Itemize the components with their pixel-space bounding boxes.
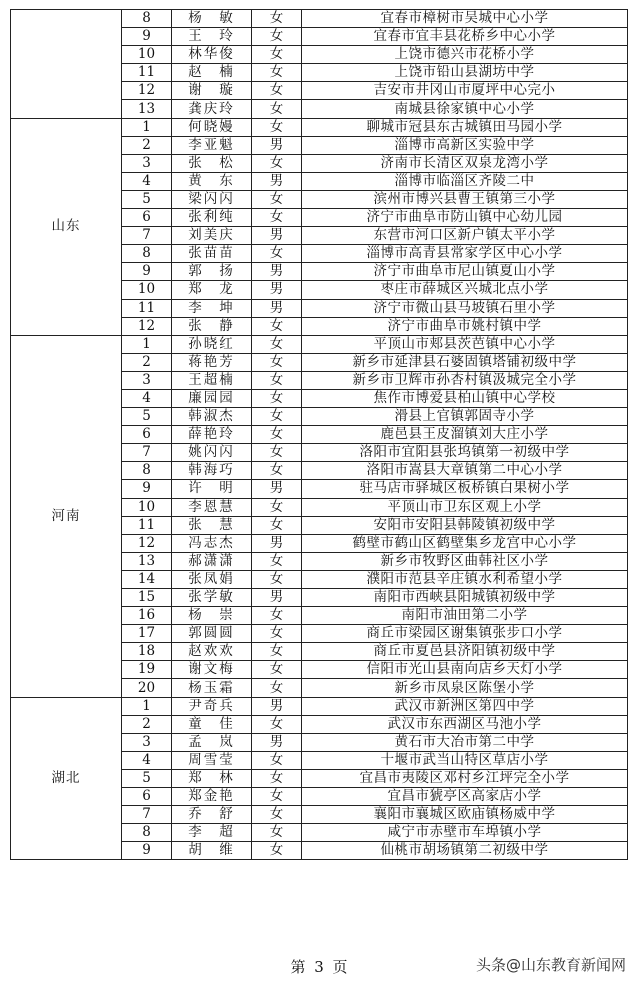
row-number: 5 bbox=[122, 190, 172, 208]
row-number: 11 bbox=[122, 299, 172, 317]
table-row bbox=[11, 335, 628, 353]
row-number: 8 bbox=[122, 10, 172, 28]
school-name: 平顶山市郏县茨芭镇中心小学 bbox=[302, 335, 628, 353]
row-number: 10 bbox=[122, 281, 172, 299]
gender: 女 bbox=[252, 661, 302, 679]
teacher-name: 谢文梅 bbox=[172, 661, 252, 679]
gender: 女 bbox=[252, 788, 302, 806]
teacher-name: 李 超 bbox=[172, 824, 252, 842]
row-number: 11 bbox=[122, 516, 172, 534]
row-number: 13 bbox=[122, 552, 172, 570]
teacher-name: 郭 扬 bbox=[172, 263, 252, 281]
teacher-name: 孙晓红 bbox=[172, 335, 252, 353]
gender: 女 bbox=[252, 751, 302, 769]
row-number: 2 bbox=[122, 353, 172, 371]
gender: 女 bbox=[252, 769, 302, 787]
school-name: 鹿邑县王皮溜镇刘大庄小学 bbox=[302, 426, 628, 444]
teacher-name: 林华俊 bbox=[172, 46, 252, 64]
school-name: 新乡市牧野区曲韩社区小学 bbox=[302, 552, 628, 570]
row-number: 3 bbox=[122, 371, 172, 389]
row-number: 14 bbox=[122, 570, 172, 588]
gender: 女 bbox=[252, 82, 302, 100]
teacher-name: 韩淑杰 bbox=[172, 408, 252, 426]
row-number: 1 bbox=[122, 118, 172, 136]
row-number: 16 bbox=[122, 607, 172, 625]
row-number: 20 bbox=[122, 679, 172, 697]
school-name: 上饶市德兴市花桥小学 bbox=[302, 46, 628, 64]
school-name: 滑县上官镇郭固寺小学 bbox=[302, 408, 628, 426]
teacher-name: 张凤娟 bbox=[172, 570, 252, 588]
teacher-name: 王超楠 bbox=[172, 371, 252, 389]
row-number: 10 bbox=[122, 498, 172, 516]
school-name: 宜春市宜丰县花桥乡中心小学 bbox=[302, 28, 628, 46]
teacher-name: 杨玉霜 bbox=[172, 679, 252, 697]
teacher-name: 李亚魁 bbox=[172, 136, 252, 154]
school-name: 济南市长清区双泉龙湾小学 bbox=[302, 154, 628, 172]
gender: 男 bbox=[252, 227, 302, 245]
teacher-name: 韩海巧 bbox=[172, 462, 252, 480]
province-cell: 湖北 bbox=[11, 697, 122, 860]
school-name: 宜昌市猇亭区高家店小学 bbox=[302, 788, 628, 806]
teacher-name: 郭圆圆 bbox=[172, 625, 252, 643]
teacher-name: 何晓嫚 bbox=[172, 118, 252, 136]
school-name: 新乡市卫辉市孙杏村镇汲城完全小学 bbox=[302, 371, 628, 389]
school-name: 黄石市大冶市第二中学 bbox=[302, 733, 628, 751]
teacher-name: 姚闪闪 bbox=[172, 444, 252, 462]
gender: 女 bbox=[252, 190, 302, 208]
row-number: 13 bbox=[122, 100, 172, 118]
gender: 女 bbox=[252, 607, 302, 625]
teacher-name: 廉园园 bbox=[172, 389, 252, 407]
gender: 女 bbox=[252, 824, 302, 842]
row-number: 1 bbox=[122, 697, 172, 715]
roster-sheet bbox=[10, 9, 628, 860]
roster-table bbox=[10, 9, 628, 860]
gender: 女 bbox=[252, 426, 302, 444]
school-name: 济宁市曲阜市尼山镇夏山小学 bbox=[302, 263, 628, 281]
row-number: 1 bbox=[122, 335, 172, 353]
school-name: 安阳市安阳县韩陵镇初级中学 bbox=[302, 516, 628, 534]
school-name: 新乡市延津县石婆固镇塔铺初级中学 bbox=[302, 353, 628, 371]
school-name: 襄阳市襄城区欧庙镇杨威中学 bbox=[302, 806, 628, 824]
teacher-name: 郑金艳 bbox=[172, 788, 252, 806]
school-name: 武汉市新洲区第四中学 bbox=[302, 697, 628, 715]
teacher-name: 杨 敏 bbox=[172, 10, 252, 28]
row-number: 12 bbox=[122, 534, 172, 552]
teacher-name: 周雪莹 bbox=[172, 751, 252, 769]
school-name: 东营市河口区新户镇太平小学 bbox=[302, 227, 628, 245]
gender: 女 bbox=[252, 317, 302, 335]
teacher-name: 蒋艳芳 bbox=[172, 353, 252, 371]
school-name: 宜春市樟树市吴城中心小学 bbox=[302, 10, 628, 28]
teacher-name: 薛艳玲 bbox=[172, 426, 252, 444]
row-number: 2 bbox=[122, 136, 172, 154]
gender: 女 bbox=[252, 806, 302, 824]
row-number: 6 bbox=[122, 788, 172, 806]
teacher-name: 赵欢欢 bbox=[172, 643, 252, 661]
school-name: 新乡市凤泉区陈堡小学 bbox=[302, 679, 628, 697]
gender: 女 bbox=[252, 353, 302, 371]
gender: 女 bbox=[252, 516, 302, 534]
gender: 男 bbox=[252, 534, 302, 552]
school-name: 南阳市西峡县阳城镇初级中学 bbox=[302, 589, 628, 607]
row-number: 9 bbox=[122, 263, 172, 281]
gender: 男 bbox=[252, 480, 302, 498]
school-name: 仙桃市胡场镇第二初级中学 bbox=[302, 842, 628, 860]
school-name: 武汉市东西湖区马池小学 bbox=[302, 715, 628, 733]
roster-body bbox=[11, 10, 628, 860]
row-number: 10 bbox=[122, 46, 172, 64]
row-number: 12 bbox=[122, 317, 172, 335]
teacher-name: 胡 维 bbox=[172, 842, 252, 860]
school-name: 滨州市博兴县曹王镇第三小学 bbox=[302, 190, 628, 208]
school-name: 鹤壁市鹤山区鹤壁集乡龙宫中心小学 bbox=[302, 534, 628, 552]
row-number: 3 bbox=[122, 154, 172, 172]
gender: 女 bbox=[252, 679, 302, 697]
school-name: 济宁市微山县马坡镇石里小学 bbox=[302, 299, 628, 317]
table-row bbox=[11, 118, 628, 136]
gender: 女 bbox=[252, 245, 302, 263]
school-name: 咸宁市赤壁市车埠镇小学 bbox=[302, 824, 628, 842]
teacher-name: 乔 舒 bbox=[172, 806, 252, 824]
teacher-name: 尹奇兵 bbox=[172, 697, 252, 715]
school-name: 信阳市光山县南向店乡天灯小学 bbox=[302, 661, 628, 679]
row-number: 8 bbox=[122, 824, 172, 842]
row-number: 6 bbox=[122, 209, 172, 227]
row-number: 8 bbox=[122, 462, 172, 480]
gender: 男 bbox=[252, 136, 302, 154]
school-name: 焦作市博爱县柏山镇中心学校 bbox=[302, 389, 628, 407]
teacher-name: 童 佳 bbox=[172, 715, 252, 733]
teacher-name: 张 松 bbox=[172, 154, 252, 172]
gender: 女 bbox=[252, 408, 302, 426]
province-cell bbox=[11, 10, 122, 119]
row-number: 6 bbox=[122, 426, 172, 444]
school-name: 聊城市冠县东古城镇田马园小学 bbox=[302, 118, 628, 136]
gender: 女 bbox=[252, 498, 302, 516]
gender: 女 bbox=[252, 643, 302, 661]
teacher-name: 张 静 bbox=[172, 317, 252, 335]
gender: 女 bbox=[252, 842, 302, 860]
gender: 女 bbox=[252, 371, 302, 389]
teacher-name: 王 玲 bbox=[172, 28, 252, 46]
gender: 男 bbox=[252, 697, 302, 715]
school-name: 淄博市高新区实验中学 bbox=[302, 136, 628, 154]
teacher-name: 郑 龙 bbox=[172, 281, 252, 299]
row-number: 9 bbox=[122, 28, 172, 46]
row-number: 11 bbox=[122, 64, 172, 82]
table-row bbox=[11, 10, 628, 28]
table-row bbox=[11, 697, 628, 715]
row-number: 17 bbox=[122, 625, 172, 643]
school-name: 济宁市曲阜市防山镇中心幼儿园 bbox=[302, 209, 628, 227]
teacher-name: 梁闪闪 bbox=[172, 190, 252, 208]
teacher-name: 张 慧 bbox=[172, 516, 252, 534]
row-number: 5 bbox=[122, 408, 172, 426]
row-number: 9 bbox=[122, 480, 172, 498]
teacher-name: 赵 楠 bbox=[172, 64, 252, 82]
school-name: 宜昌市夷陵区邓村乡江坪完全小学 bbox=[302, 769, 628, 787]
school-name: 淄博市高青县常家学区中心小学 bbox=[302, 245, 628, 263]
gender: 女 bbox=[252, 444, 302, 462]
row-number: 4 bbox=[122, 751, 172, 769]
row-number: 15 bbox=[122, 589, 172, 607]
teacher-name: 郑 林 bbox=[172, 769, 252, 787]
row-number: 7 bbox=[122, 227, 172, 245]
row-number: 4 bbox=[122, 172, 172, 190]
province-cell: 山东 bbox=[11, 118, 122, 335]
teacher-name: 张苗苗 bbox=[172, 245, 252, 263]
school-name: 枣庄市薛城区兴城北点小学 bbox=[302, 281, 628, 299]
province-cell: 河南 bbox=[11, 335, 122, 697]
teacher-name: 龚庆玲 bbox=[172, 100, 252, 118]
row-number: 7 bbox=[122, 806, 172, 824]
school-name: 淄博市临淄区齐陵二中 bbox=[302, 172, 628, 190]
teacher-name: 刘美庆 bbox=[172, 227, 252, 245]
gender: 女 bbox=[252, 335, 302, 353]
gender: 女 bbox=[252, 118, 302, 136]
school-name: 南城县徐家镇中心小学 bbox=[302, 100, 628, 118]
watermark: 头条@山东教育新闻网 bbox=[475, 956, 626, 974]
teacher-name: 张学敏 bbox=[172, 589, 252, 607]
gender: 女 bbox=[252, 389, 302, 407]
page-number: 第 3 页 bbox=[290, 958, 350, 976]
school-name: 十堰市武当山特区草店小学 bbox=[302, 751, 628, 769]
school-name: 商丘市夏邑县济阳镇初级中学 bbox=[302, 643, 628, 661]
row-number: 12 bbox=[122, 82, 172, 100]
gender: 男 bbox=[252, 733, 302, 751]
gender: 女 bbox=[252, 570, 302, 588]
gender: 女 bbox=[252, 100, 302, 118]
gender: 女 bbox=[252, 10, 302, 28]
teacher-name: 李恩慧 bbox=[172, 498, 252, 516]
row-number: 8 bbox=[122, 245, 172, 263]
teacher-name: 张利纯 bbox=[172, 209, 252, 227]
row-number: 9 bbox=[122, 842, 172, 860]
school-name: 平顶山市卫东区观上小学 bbox=[302, 498, 628, 516]
gender: 女 bbox=[252, 46, 302, 64]
school-name: 济宁市曲阜市姚村镇中学 bbox=[302, 317, 628, 335]
row-number: 4 bbox=[122, 389, 172, 407]
gender: 男 bbox=[252, 589, 302, 607]
school-name: 濮阳市范县辛庄镇水利希望小学 bbox=[302, 570, 628, 588]
teacher-name: 黄 东 bbox=[172, 172, 252, 190]
school-name: 驻马店市驿城区板桥镇白果树小学 bbox=[302, 480, 628, 498]
gender: 女 bbox=[252, 64, 302, 82]
row-number: 18 bbox=[122, 643, 172, 661]
teacher-name: 冯志杰 bbox=[172, 534, 252, 552]
gender: 女 bbox=[252, 28, 302, 46]
row-number: 19 bbox=[122, 661, 172, 679]
row-number: 2 bbox=[122, 715, 172, 733]
teacher-name: 郝潇潇 bbox=[172, 552, 252, 570]
gender: 男 bbox=[252, 172, 302, 190]
gender: 男 bbox=[252, 299, 302, 317]
school-name: 洛阳市宜阳县张坞镇第一初级中学 bbox=[302, 444, 628, 462]
gender: 女 bbox=[252, 462, 302, 480]
gender: 男 bbox=[252, 263, 302, 281]
gender: 女 bbox=[252, 154, 302, 172]
school-name: 上饶市铅山县湖坊中学 bbox=[302, 64, 628, 82]
row-number: 3 bbox=[122, 733, 172, 751]
gender: 女 bbox=[252, 715, 302, 733]
teacher-name: 杨 崇 bbox=[172, 607, 252, 625]
gender: 女 bbox=[252, 552, 302, 570]
gender: 女 bbox=[252, 625, 302, 643]
teacher-name: 李 坤 bbox=[172, 299, 252, 317]
teacher-name: 孟 岚 bbox=[172, 733, 252, 751]
gender: 男 bbox=[252, 281, 302, 299]
school-name: 南阳市油田第二小学 bbox=[302, 607, 628, 625]
row-number: 7 bbox=[122, 444, 172, 462]
row-number: 5 bbox=[122, 769, 172, 787]
teacher-name: 许 明 bbox=[172, 480, 252, 498]
school-name: 洛阳市嵩县大章镇第二中心小学 bbox=[302, 462, 628, 480]
teacher-name: 谢 璇 bbox=[172, 82, 252, 100]
school-name: 吉安市井冈山市厦坪中心完小 bbox=[302, 82, 628, 100]
school-name: 商丘市梁园区谢集镇张步口小学 bbox=[302, 625, 628, 643]
gender: 女 bbox=[252, 209, 302, 227]
